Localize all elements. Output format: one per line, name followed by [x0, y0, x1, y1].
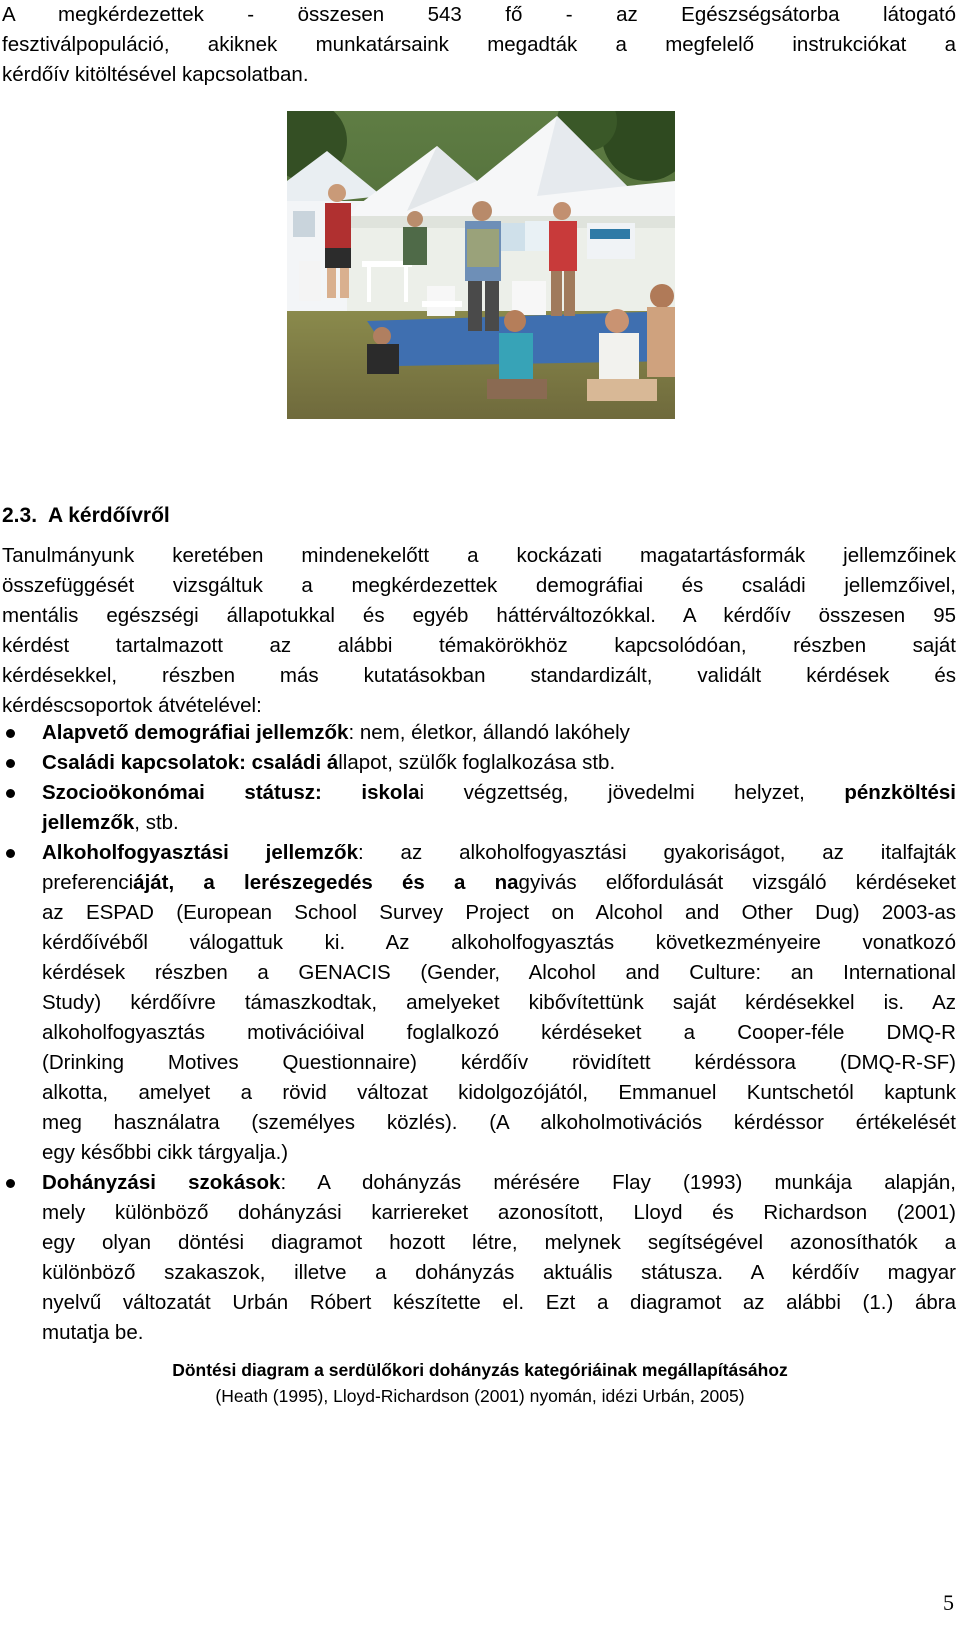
topic-line	[42, 1138, 956, 1168]
topic-text: , stb.	[134, 811, 179, 834]
topic-line	[42, 748, 956, 778]
topic-line	[42, 1198, 956, 1228]
paragraph-line: Tanulmányunk keretében mindenekelőtt a kockázati magatartásformák jellemzőinek	[2, 544, 956, 567]
paragraph-line: mentális egészségi állapotukkal és egyéb háttérváltozókkal. A kérdőív összesen 95	[2, 604, 956, 627]
paragraph-line: kérdésekkel, részben más kutatásokban standardizált, validált kérdések és	[2, 664, 956, 687]
topic-text: kérdések részben a GENACIS (Gender, Alcohol and Culture: an International	[42, 961, 956, 984]
topic-text: i végzettség, jövedelmi helyzet,	[419, 781, 845, 804]
topic-text: egy olyan döntési diagramot hozott létre, melynek segítségével azonosíthatók a	[42, 1231, 956, 1254]
topic-text: alkotta, amelyet a rövid változat kidolgozójától, Emmanuel Kuntschetól kaptunk	[42, 1081, 956, 1104]
topic-line	[42, 1168, 956, 1198]
topic-line	[42, 1288, 956, 1318]
figure-caption-title: Döntési diagram a serdülőkori dohányzás kategóriáinak megállapításához	[172, 1360, 788, 1380]
paragraph-line: kérdéscsoportok átvételével:	[2, 694, 262, 717]
topic-line	[42, 898, 956, 928]
topic-line	[42, 1048, 956, 1078]
topic-line	[42, 868, 956, 898]
topic-text: kérdőívéből válogattuk ki. Az alkoholfogyasztás következményeire vonatkozó	[42, 931, 956, 954]
topic-line	[42, 778, 956, 808]
festival-tent-photo	[287, 111, 675, 419]
topic-text: gyivás előfordulását vizsgáló kérdéseket	[518, 871, 956, 894]
topic-line	[42, 928, 956, 958]
topic-list-item	[2, 1168, 956, 1348]
topic-emphasis: Alapvető demográfiai jellemzők	[42, 721, 349, 744]
topic-emphasis: pénzköltési	[844, 781, 956, 804]
section-number: 2.3.	[2, 504, 38, 527]
topic-line	[42, 718, 956, 748]
topic-text: különböző szakaszok, illetve a dohányzás aktuális státusza. A kérdőív magyar	[42, 1261, 956, 1284]
topic-text: : A dohányzás mérésére Flay (1993) munkája alapján,	[280, 1171, 957, 1194]
topic-text: : nem, életkor, állandó lakóhely	[348, 721, 630, 744]
section-title: A kérdőívről	[48, 504, 170, 527]
bullet-icon	[6, 729, 15, 738]
topic-list-item	[2, 718, 956, 748]
topic-line	[42, 1228, 956, 1258]
topic-line	[42, 838, 956, 868]
topic-line	[42, 1018, 956, 1048]
figure-caption-source: (Heath (1995), Lloyd-Richardson (2001) nyomán, idézi Urbán, 2005)	[215, 1386, 745, 1406]
section-heading	[2, 501, 170, 531]
topic-line	[42, 808, 956, 838]
topic-text: az ESPAD (European School Survey Project on Alcohol and Other Dug) 2003-as	[42, 901, 956, 924]
bullet-icon	[6, 789, 15, 798]
intro-line: A megkérdezettek - összesen 543 fő - az Egészségsátorba látogató	[2, 3, 956, 26]
topic-text: egy későbbi cikk tárgyalja.)	[42, 1141, 289, 1164]
main-paragraph	[2, 541, 956, 721]
intro-line: fesztiválpopuláció, akiknek munkatársaink megadták a megfelelő instrukciókat a	[2, 33, 956, 56]
topic-text: nyelvű változatát Urbán Róbert készítette el. Ezt a diagramot az alábbi (1.) ábra	[42, 1291, 956, 1314]
topic-line	[42, 1108, 956, 1138]
topic-emphasis: jellemzők	[42, 811, 135, 834]
topic-text: meg használatra (személyes közlés). (A alkoholmotivációs kérdéssor értékelését	[42, 1111, 956, 1134]
paragraph-line: kérdést tartalmazott az alábbi témakörökhöz kapcsolódóan, részben saját	[2, 634, 956, 657]
topic-line	[42, 1078, 956, 1108]
topic-text: preferenci	[42, 871, 134, 894]
intro-paragraph	[2, 0, 956, 90]
topic-emphasis: Dohányzási szokások	[42, 1171, 281, 1194]
topic-list-item	[2, 778, 956, 838]
intro-line: kérdőív kitöltésével kapcsolatban.	[2, 63, 309, 86]
topic-text: (Drinking Motives Questionnaire) kérdőív rövidített kérdéssora (DMQ-R-SF)	[42, 1051, 956, 1074]
topic-emphasis: Szocioökonómai státusz: iskola	[42, 781, 420, 804]
topic-list-item	[2, 748, 956, 778]
page-number: 5	[943, 1590, 954, 1615]
topic-text: alkoholfogyasztás motivációival foglalkozó kérdéseket a Cooper-féle DMQ-R	[42, 1021, 956, 1044]
topic-list-item	[2, 838, 956, 1168]
topic-emphasis: áját, a lerészegedés és a na	[133, 871, 519, 894]
paragraph-line: összefüggését vizsgáltuk a megkérdezettek demográfiai és családi jellemzőivel,	[2, 574, 956, 597]
topic-emphasis: Családi kapcsolatok: családi á	[42, 751, 339, 774]
topic-emphasis: Alkoholfogyasztási jellemzők	[42, 841, 358, 864]
bullet-icon	[6, 849, 15, 858]
topic-list	[2, 718, 956, 1348]
topic-line	[42, 958, 956, 988]
topic-text: mely különböző dohányzási karriereket azonosított, Lloyd és Richardson (2001)	[42, 1201, 956, 1224]
bullet-icon	[6, 1179, 15, 1188]
bullet-icon	[6, 759, 15, 768]
topic-text: : az alkoholfogyasztási gyakoriságot, az italfajták	[357, 841, 956, 864]
topic-line	[42, 1258, 956, 1288]
topic-text: mutatja be.	[42, 1321, 144, 1344]
topic-text: llapot, szülők foglalkozása stb.	[338, 751, 616, 774]
topic-line	[42, 1318, 956, 1348]
topic-text: Study) kérdőívre támaszkodtak, amelyeket kibővítettünk saját kérdésekkel is. Az	[42, 991, 956, 1014]
topic-line	[42, 988, 956, 1018]
